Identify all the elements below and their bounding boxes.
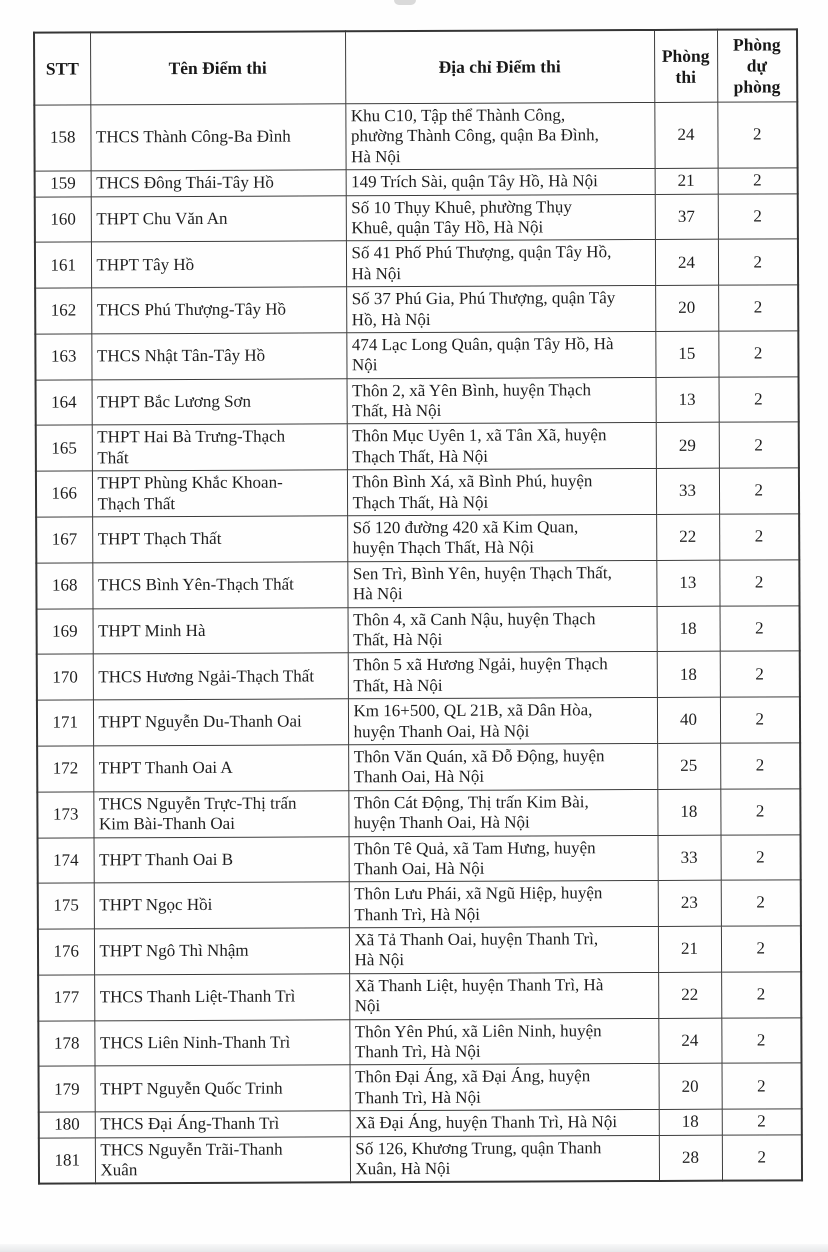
table-row — [38, 926, 801, 975]
cell-site-name: THCS Nguyễn Trực-Thị trấn Kim Bài-Thanh Oai — [93, 791, 348, 838]
cell-stt: 161 — [35, 242, 91, 288]
cell-exam-rooms: 25 — [657, 743, 720, 789]
cell-exam-rooms: 40 — [657, 697, 720, 743]
cell-stt: 172 — [37, 746, 93, 792]
cell-exam-rooms: 18 — [659, 1109, 722, 1135]
table-row — [37, 651, 800, 700]
table-header — [34, 29, 797, 105]
cell-exam-rooms: 13 — [656, 560, 719, 606]
cell-stt: 163 — [35, 334, 91, 380]
cell-backup-rooms: 2 — [718, 168, 798, 194]
cell-stt: 176 — [38, 929, 94, 975]
cell-stt: 181 — [39, 1137, 95, 1184]
table-row — [35, 168, 798, 197]
cell-backup-rooms: 2 — [721, 1017, 801, 1063]
header-row — [34, 29, 797, 105]
table-row — [39, 1063, 802, 1112]
cell-exam-rooms: 24 — [655, 240, 718, 286]
table-row — [34, 102, 797, 172]
table-row — [36, 468, 799, 517]
cell-backup-rooms: 2 — [719, 514, 799, 560]
cell-backup-rooms: 2 — [719, 468, 799, 514]
cell-backup-rooms: 2 — [721, 834, 801, 880]
cell-exam-rooms: 24 — [658, 1018, 721, 1064]
cell-stt: 160 — [35, 196, 91, 242]
cell-backup-rooms: 2 — [722, 1134, 802, 1181]
cell-site-name: THCS Liên Ninh-Thanh Trì — [94, 1019, 349, 1066]
cell-site-name: THCS Nhật Tân-Tây Hồ — [91, 333, 346, 380]
cell-exam-rooms: 33 — [658, 835, 721, 881]
table-row — [36, 377, 799, 426]
cell-site-name: THPT Bắc Lương Sơn — [92, 378, 347, 425]
cell-stt: 180 — [39, 1112, 95, 1138]
cell-stt: 179 — [39, 1066, 95, 1112]
cell-exam-rooms: 28 — [659, 1135, 722, 1182]
cell-site-address: Thôn 5 xã Hương Ngải, huyện Thạch Thất, Hà Nội — [348, 652, 657, 699]
cell-exam-rooms: 24 — [654, 102, 717, 168]
table-row — [36, 422, 799, 471]
cell-backup-rooms: 2 — [718, 193, 798, 239]
cell-stt: 174 — [38, 837, 94, 883]
cell-backup-rooms: 2 — [718, 331, 798, 377]
cell-stt: 173 — [37, 792, 93, 838]
cell-exam-rooms: 18 — [657, 652, 720, 698]
cell-site-address: Thôn 4, xã Canh Nậu, huyện Thạch Thất, Hà Nội — [348, 606, 657, 653]
cell-site-name: THPT Ngô Thì Nhậm — [94, 928, 349, 975]
cell-stt: 177 — [38, 975, 94, 1021]
table-row — [39, 1109, 802, 1138]
cell-exam-rooms: 18 — [657, 789, 720, 835]
col-header-exam-rooms: Phòng thi — [654, 30, 717, 103]
cell-stt: 166 — [36, 471, 92, 517]
table-row — [36, 514, 799, 563]
cell-backup-rooms: 2 — [720, 789, 800, 835]
cell-site-address: Xã Thanh Liệt, huyện Thanh Trì, Hà Nội — [349, 972, 658, 1019]
cell-site-name: THCS Thành Công-Ba Đình — [90, 104, 345, 171]
cell-site-address: Số 10 Thụy Khuê, phường Thụy Khuê, quận Tây Hồ, Hà Nội — [346, 194, 655, 241]
cell-site-address: Số 126, Khương Trung, quận Thanh Xuân, Hà Nội — [350, 1135, 659, 1183]
table-row — [38, 1017, 801, 1066]
cell-exam-rooms: 21 — [655, 168, 718, 194]
cell-stt: 178 — [38, 1021, 94, 1067]
cell-stt: 171 — [37, 700, 93, 746]
cell-stt: 167 — [36, 517, 92, 563]
cell-site-address: Số 37 Phú Gia, Phú Thượng, quận Tây Hồ, Hà Nội — [346, 286, 655, 333]
cell-site-address: Km 16+500, QL 21B, xã Dân Hòa, huyện Thanh Oai, Hà Nội — [348, 698, 657, 745]
cell-site-address: Thôn Bình Xá, xã Bình Phú, huyện Thạch Thất, Hà Nội — [347, 469, 656, 516]
col-header-site-address: Địa chỉ Điểm thi — [345, 30, 654, 104]
cell-backup-rooms: 2 — [721, 880, 801, 926]
cell-backup-rooms: 2 — [720, 651, 800, 697]
cell-site-name: THPT Thanh Oai A — [93, 745, 348, 792]
cell-site-name: THPT Nguyễn Du-Thanh Oai — [93, 699, 348, 746]
cell-backup-rooms: 2 — [722, 1063, 802, 1109]
cell-site-address: Thôn Mục Uyên 1, xã Tân Xã, huyện Thạch Thất, Hà Nội — [347, 423, 656, 470]
cell-site-address: Khu C10, Tập thể Thành Công, phường Thành Công, quận Ba Đình, Hà Nội — [345, 102, 654, 170]
table-row — [38, 880, 801, 929]
cell-site-address: Số 41 Phố Phú Thượng, quận Tây Hồ, Hà Nội — [346, 240, 655, 287]
cell-backup-rooms: 2 — [719, 560, 799, 606]
cell-site-address: Thôn Lưu Phái, xã Ngũ Hiệp, huyện Thanh Trì, Hà Nội — [349, 881, 658, 928]
cell-stt: 169 — [37, 609, 93, 655]
cell-exam-rooms: 22 — [658, 972, 721, 1018]
table-row — [37, 605, 800, 654]
cell-exam-rooms: 33 — [656, 468, 719, 514]
cell-site-address: 474 Lạc Long Quân, quận Tây Hồ, Hà Nội — [346, 331, 655, 378]
cell-backup-rooms: 2 — [718, 239, 798, 285]
cell-backup-rooms: 2 — [720, 605, 800, 651]
cell-stt: 162 — [35, 288, 91, 334]
cell-exam-rooms: 22 — [656, 514, 719, 560]
table-row — [38, 834, 801, 883]
cell-site-address: Thôn 2, xã Yên Bình, huyện Thạch Thất, Hà Nội — [347, 377, 656, 424]
cell-site-address: Số 120 đường 420 xã Kim Quan, huyện Thạch Thất, Hà Nội — [347, 514, 656, 561]
cell-site-address: Thôn Tê Quả, xã Tam Hưng, huyện Thanh Oai, Hà Nội — [349, 835, 658, 882]
cell-site-name: THPT Phùng Khắc Khoan- Thạch Thất — [92, 470, 347, 517]
cell-site-name: THPT Chu Văn An — [91, 195, 346, 242]
cell-exam-rooms: 13 — [656, 377, 719, 423]
cell-stt: 158 — [34, 105, 90, 171]
cell-stt: 170 — [37, 654, 93, 700]
cell-site-name: THPT Nguyễn Quốc Trinh — [95, 1065, 350, 1112]
table-row — [39, 1134, 802, 1184]
cell-site-address: Thôn Cát Động, Thị trấn Kim Bài, huyện Thanh Oai, Hà Nội — [348, 789, 657, 836]
cell-site-address: Xã Đại Áng, huyện Thanh Trì, Hà Nội — [350, 1110, 659, 1137]
cell-site-name: THPT Ngọc Hồi — [94, 882, 349, 929]
cell-site-name: THCS Bình Yên-Thạch Thất — [92, 562, 347, 609]
cell-site-name: THCS Thanh Liệt-Thanh Trì — [94, 974, 349, 1021]
cell-site-address: 149 Trích Sài, quận Tây Hồ, Hà Nội — [346, 169, 655, 196]
cell-exam-rooms: 15 — [655, 331, 718, 377]
cell-site-name: THCS Nguyễn Trãi-Thanh Xuân — [95, 1136, 350, 1183]
cell-site-address: Xã Tả Thanh Oai, huyện Thanh Trì, Hà Nội — [349, 927, 658, 974]
table-row — [37, 743, 800, 792]
cell-site-name: THCS Đông Thái-Tây Hồ — [91, 170, 346, 197]
table-row — [35, 285, 798, 334]
cell-site-name: THPT Tây Hồ — [91, 241, 346, 288]
cell-backup-rooms: 2 — [718, 285, 798, 331]
table-row — [37, 789, 800, 838]
cell-backup-rooms: 2 — [717, 102, 797, 169]
scan-artifact — [394, 0, 416, 5]
cell-exam-rooms: 21 — [658, 926, 721, 972]
cell-backup-rooms: 2 — [721, 972, 801, 1018]
cell-site-name: THPT Thạch Thất — [92, 516, 347, 563]
col-header-site-name: Tên Điểm thi — [90, 31, 345, 105]
cell-exam-rooms: 20 — [655, 285, 718, 331]
table-row — [35, 193, 798, 242]
cell-site-name: THPT Minh Hà — [93, 607, 348, 654]
table-row — [35, 331, 798, 380]
cell-backup-rooms: 2 — [722, 1109, 802, 1135]
cell-backup-rooms: 2 — [720, 697, 800, 743]
cell-stt: 168 — [36, 563, 92, 609]
exam-sites-table — [33, 28, 803, 1185]
cell-site-name: THPT Hai Bà Trưng-Thạch Thất — [92, 424, 347, 471]
cell-site-name: THPT Thanh Oai B — [94, 836, 349, 883]
table-row — [35, 239, 798, 288]
cell-site-address: Thôn Đại Áng, xã Đại Áng, huyện Thanh Trì, Hà Nội — [350, 1064, 659, 1111]
cell-backup-rooms: 2 — [719, 422, 799, 468]
table-row — [37, 697, 800, 746]
cell-exam-rooms: 23 — [658, 880, 721, 926]
cell-site-address: Thôn Văn Quán, xã Đỗ Động, huyện Thanh Oai, Hà Nội — [348, 743, 657, 790]
cell-stt: 159 — [35, 171, 91, 197]
cell-backup-rooms: 2 — [720, 743, 800, 789]
cell-site-address: Sen Trì, Bình Yên, huyện Thạch Thất, Hà Nội — [347, 560, 656, 607]
col-header-stt: STT — [34, 32, 90, 105]
table-row — [36, 560, 799, 609]
cell-stt: 164 — [36, 380, 92, 426]
bottom-edge-bar — [0, 1244, 828, 1252]
cell-exam-rooms: 29 — [656, 423, 719, 469]
cell-backup-rooms: 2 — [721, 926, 801, 972]
cell-site-name: THCS Phú Thượng-Tây Hồ — [91, 287, 346, 334]
cell-exam-rooms: 20 — [659, 1064, 722, 1110]
cell-stt: 175 — [38, 883, 94, 929]
cell-exam-rooms: 37 — [655, 194, 718, 240]
col-header-backup-rooms: Phòng dự phòng — [717, 29, 797, 102]
cell-site-address: Thôn Yên Phú, xã Liên Ninh, huyện Thanh Trì, Hà Nội — [349, 1018, 658, 1065]
cell-stt: 165 — [36, 425, 92, 471]
table-row — [38, 972, 801, 1021]
table-body — [34, 102, 802, 1184]
cell-site-name: THCS Đại Áng-Thanh Trì — [95, 1111, 350, 1138]
cell-backup-rooms: 2 — [719, 377, 799, 423]
cell-exam-rooms: 18 — [657, 606, 720, 652]
cell-site-name: THCS Hương Ngải-Thạch Thất — [93, 653, 348, 700]
